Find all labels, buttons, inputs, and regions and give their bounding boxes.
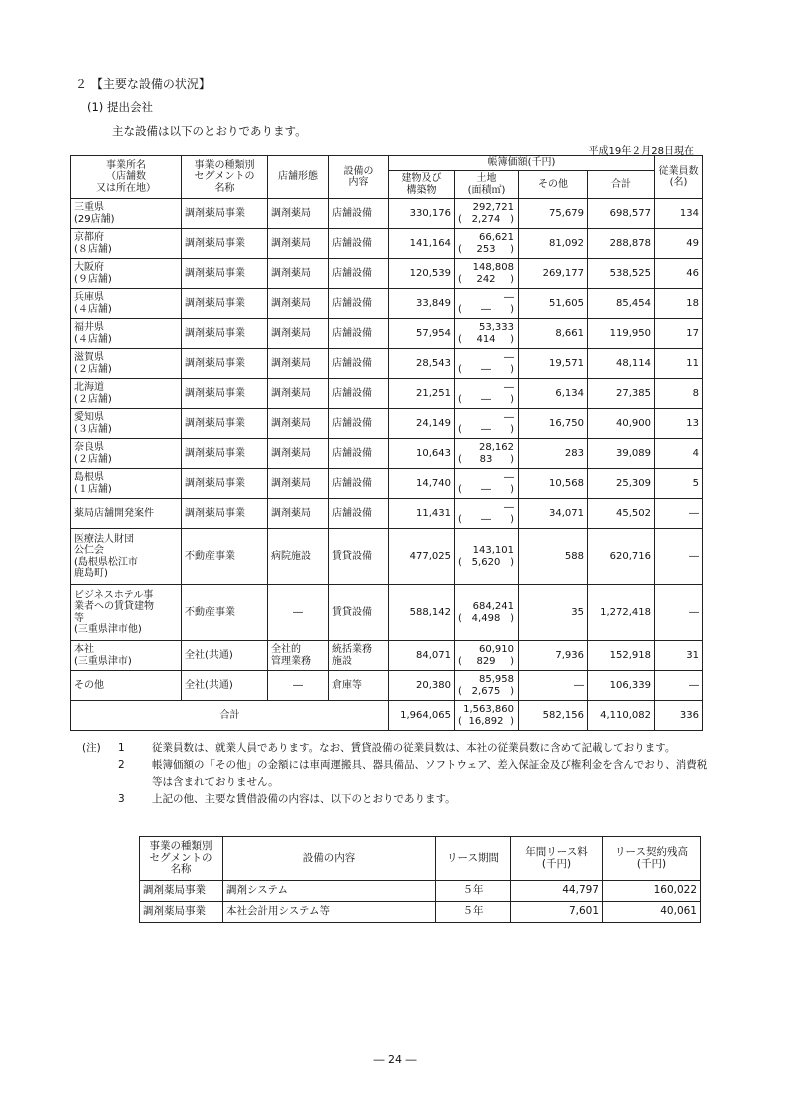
lease-balance: 160,022	[603, 881, 701, 902]
employee-count: 13	[655, 409, 703, 439]
lease-row	[140, 902, 701, 923]
other-value: 6,134	[519, 379, 588, 409]
other-value: 81,092	[519, 229, 588, 259]
land-value: 53,333	[479, 322, 514, 333]
segment-name: 全社(共通)	[182, 641, 268, 671]
land-value: ―	[504, 382, 514, 393]
section-heading: ２ 【主要な設備の状況】	[75, 77, 211, 91]
employee-count: ―	[655, 499, 703, 529]
header-buildings: 建物及び 構築物	[389, 171, 455, 199]
table-row	[71, 671, 703, 701]
employee-count: 17	[655, 319, 703, 349]
facility-content: 店舗設備	[329, 379, 389, 409]
total-label: 合計	[71, 701, 389, 731]
land-cell	[455, 439, 519, 469]
note-1	[82, 740, 712, 757]
facility-content: 店舗設備	[329, 409, 389, 439]
land-value: 684,241	[472, 601, 514, 612]
lease-table	[139, 836, 701, 923]
employee-count: ―	[655, 671, 703, 701]
buildings-value: 14,740	[389, 469, 455, 499]
facility-content: 倉庫等	[329, 671, 389, 701]
table-row	[71, 259, 703, 289]
lease-header-annual: 年間リース料 (千円)	[511, 837, 603, 881]
total-value: 45,502	[588, 499, 655, 529]
office-name: 薬局店舗開発案件	[71, 499, 182, 529]
total-sum: 4,110,082	[588, 701, 655, 731]
total-buildings: 1,964,065	[389, 701, 455, 731]
other-value: ―	[519, 671, 588, 701]
land-value: 85,958	[479, 674, 514, 685]
facility-content: 賃貸設備	[329, 585, 389, 641]
buildings-value: 141,164	[389, 229, 455, 259]
office-name: 大阪府 (９店舗)	[71, 259, 182, 289]
table-row	[71, 409, 703, 439]
facility-content: 賃貸設備	[329, 529, 389, 585]
store-type: 調剤薬局	[268, 379, 329, 409]
land-value: ―	[504, 472, 514, 483]
land-cell	[455, 529, 519, 585]
buildings-value: 20,380	[389, 671, 455, 701]
table-row	[71, 319, 703, 349]
other-value: 283	[519, 439, 588, 469]
note-number: 3	[118, 793, 125, 805]
header-office: 事業所名 （店舗数 又は所在地）	[71, 156, 182, 199]
total-value: 106,339	[588, 671, 655, 701]
total-value: 152,918	[588, 641, 655, 671]
segment-name: 調剤薬局事業	[182, 469, 268, 499]
other-value: 10,568	[519, 469, 588, 499]
office-name: 京都府 (８店舗)	[71, 229, 182, 259]
land-value: 28,162	[479, 442, 514, 453]
land-cell	[455, 379, 519, 409]
office-name: 奈良県 (２店舗)	[71, 439, 182, 469]
land-area: ( 2,675 )	[458, 685, 514, 697]
header-store-type: 店舗形態	[268, 156, 329, 199]
table-row	[71, 585, 703, 641]
buildings-value: 11,431	[389, 499, 455, 529]
lease-row	[140, 881, 701, 902]
buildings-value: 588,142	[389, 585, 455, 641]
total-land-cell	[455, 701, 519, 731]
other-value: 269,177	[519, 259, 588, 289]
store-type: 調剤薬局	[268, 289, 329, 319]
lease-segment: 調剤薬局事業	[140, 881, 223, 902]
total-value: 25,309	[588, 469, 655, 499]
buildings-value: 84,071	[389, 641, 455, 671]
office-name: 福井県 (４店舗)	[71, 319, 182, 349]
land-area: ( ― )	[458, 393, 514, 405]
land-cell	[455, 319, 519, 349]
facility-content: 店舗設備	[329, 319, 389, 349]
store-type: 調剤薬局	[268, 319, 329, 349]
total-value: 620,716	[588, 529, 655, 585]
employee-count: 8	[655, 379, 703, 409]
land-value: ―	[504, 292, 514, 303]
main-facilities-table	[70, 155, 703, 731]
facility-content: 店舗設備	[329, 289, 389, 319]
facility-content: 店舗設備	[329, 349, 389, 379]
header-book-value: 帳簿価額(千円)	[389, 156, 655, 171]
land-area: ( 253 )	[458, 243, 514, 255]
buildings-value: 33,849	[389, 289, 455, 319]
land-area: ( ― )	[458, 513, 514, 525]
land-area: ( 83 )	[458, 453, 514, 465]
segment-name: 不動産事業	[182, 529, 268, 585]
total-other: 582,156	[519, 701, 588, 731]
note-text: 上記の他、主要な賃借設備の内容は、以下のとおりであります。	[152, 793, 456, 805]
as-of-date: 平成19年２月28日現在	[588, 146, 694, 157]
other-value: 588	[519, 529, 588, 585]
lease-period: ５年	[436, 881, 511, 902]
total-land: 1,563,860	[463, 704, 514, 715]
land-cell	[455, 289, 519, 319]
store-type: 調剤薬局	[268, 199, 329, 229]
note-2	[82, 757, 712, 791]
employee-count: ―	[655, 585, 703, 641]
segment-name: 調剤薬局事業	[182, 409, 268, 439]
table-row	[71, 349, 703, 379]
lease-annual: 7,601	[511, 902, 603, 923]
land-cell	[455, 409, 519, 439]
header-total: 合計	[588, 171, 655, 199]
lease-header-segment: 事業の種類別 セグメントの 名称	[140, 837, 223, 881]
land-area: ( ― )	[458, 363, 514, 375]
facility-content: 店舗設備	[329, 229, 389, 259]
other-value: 35	[519, 585, 588, 641]
employee-count: 134	[655, 199, 703, 229]
buildings-value: 120,539	[389, 259, 455, 289]
header-facility: 設備の 内容	[329, 156, 389, 199]
office-name: その他	[71, 671, 182, 701]
total-value: 698,577	[588, 199, 655, 229]
header-employees: 従業員数 (名)	[655, 156, 703, 199]
land-area: ( 829 )	[458, 655, 514, 667]
store-type: 調剤薬局	[268, 469, 329, 499]
land-cell	[455, 585, 519, 641]
land-cell	[455, 671, 519, 701]
note-number: 1	[118, 742, 125, 754]
land-area: ( 414 )	[458, 333, 514, 345]
total-value: 40,900	[588, 409, 655, 439]
buildings-value: 477,025	[389, 529, 455, 585]
total-value: 39,089	[588, 439, 655, 469]
other-value: 34,071	[519, 499, 588, 529]
segment-name: 調剤薬局事業	[182, 439, 268, 469]
notes	[82, 740, 712, 808]
land-area: ( 2,274 )	[458, 213, 514, 225]
segment-name: 不動産事業	[182, 585, 268, 641]
segment-name: 調剤薬局事業	[182, 499, 268, 529]
other-value: 7,936	[519, 641, 588, 671]
employee-count: 11	[655, 349, 703, 379]
lease-content: 本社会計用システム等	[223, 902, 436, 923]
buildings-value: 10,643	[389, 439, 455, 469]
land-cell	[455, 349, 519, 379]
total-value: 48,114	[588, 349, 655, 379]
segment-name: 調剤薬局事業	[182, 229, 268, 259]
office-name: 兵庫県 (４店舗)	[71, 289, 182, 319]
lease-header-period: リース期間	[436, 837, 511, 881]
store-type: ―	[268, 585, 329, 641]
land-area: ( ― )	[458, 303, 514, 315]
employee-count: 49	[655, 229, 703, 259]
land-value: 143,101	[472, 545, 514, 556]
buildings-value: 21,251	[389, 379, 455, 409]
land-value: ―	[504, 352, 514, 363]
segment-name: 調剤薬局事業	[182, 259, 268, 289]
other-value: 51,605	[519, 289, 588, 319]
land-cell	[455, 469, 519, 499]
buildings-value: 330,176	[389, 199, 455, 229]
office-name: 北海道 (２店舗)	[71, 379, 182, 409]
total-employees: 336	[655, 701, 703, 731]
segment-name: 調剤薬局事業	[182, 289, 268, 319]
employee-count: 46	[655, 259, 703, 289]
employee-count: 5	[655, 469, 703, 499]
table-row	[71, 529, 703, 585]
table-row	[71, 641, 703, 671]
table-row	[71, 289, 703, 319]
facility-content: 店舗設備	[329, 439, 389, 469]
office-name: 三重県 (29店舗)	[71, 199, 182, 229]
total-value: 119,950	[588, 319, 655, 349]
facility-content: 統括業務 施設	[329, 641, 389, 671]
lease-balance: 40,061	[603, 902, 701, 923]
land-value: ―	[504, 412, 514, 423]
land-area: ( ― )	[458, 483, 514, 495]
facility-content: 店舗設備	[329, 499, 389, 529]
office-name: 愛知県 (３店舗)	[71, 409, 182, 439]
land-value: 60,910	[479, 644, 514, 655]
header-land: 土地 (面積㎡)	[455, 171, 519, 199]
store-type: 全社的 管理業務	[268, 641, 329, 671]
land-value: 292,721	[472, 202, 514, 213]
other-value: 8,661	[519, 319, 588, 349]
total-area: ( 16,892 )	[458, 715, 514, 727]
office-name: 医療法人財団 公仁会 (島根県松江市 鹿島町)	[71, 529, 182, 585]
store-type: 調剤薬局	[268, 229, 329, 259]
land-value: 66,621	[479, 232, 514, 243]
total-value: 85,454	[588, 289, 655, 319]
total-value: 1,272,418	[588, 585, 655, 641]
segment-name: 調剤薬局事業	[182, 199, 268, 229]
lease-header-content: 設備の内容	[223, 837, 436, 881]
table-row	[71, 229, 703, 259]
employee-count: 4	[655, 439, 703, 469]
land-area: ( 5,620 )	[458, 556, 514, 568]
office-name: 滋賀県 (２店舗)	[71, 349, 182, 379]
lease-header-balance: リース契約残高 (千円)	[603, 837, 701, 881]
table-row	[71, 379, 703, 409]
segment-name: 全社(共通)	[182, 671, 268, 701]
facility-content: 店舗設備	[329, 469, 389, 499]
note-number: 2	[118, 759, 125, 771]
page-number: ― 24 ―	[373, 1053, 417, 1066]
facility-content: 店舗設備	[329, 199, 389, 229]
segment-name: 調剤薬局事業	[182, 349, 268, 379]
lease-content: 調剤システム	[223, 881, 436, 902]
land-cell	[455, 499, 519, 529]
store-type: 病院施設	[268, 529, 329, 585]
land-value: 148,808	[472, 262, 514, 273]
employee-count: 18	[655, 289, 703, 319]
land-cell	[455, 229, 519, 259]
store-type: ―	[268, 671, 329, 701]
other-value: 75,679	[519, 199, 588, 229]
total-value: 538,525	[588, 259, 655, 289]
land-area: ( 4,498 )	[458, 612, 514, 624]
notes-tag: (注)	[82, 742, 101, 754]
total-row	[71, 701, 703, 731]
store-type: 調剤薬局	[268, 349, 329, 379]
office-name: ビジネスホテル事 業者への賃貸建物 等 (三重県津市他)	[71, 585, 182, 641]
employee-count: ―	[655, 529, 703, 585]
lease-period: ５年	[436, 902, 511, 923]
note-text: 帳簿価額の「その他」の金額には車両運搬具、器具備品、ソフトウェア、差入保証金及び権利金を含んでおり、消費税等は含まれておりません。	[152, 759, 708, 788]
store-type: 調剤薬局	[268, 499, 329, 529]
land-area: ( 242 )	[458, 273, 514, 285]
intro-text: 主な設備は以下のとおりであります。	[112, 124, 307, 138]
facility-content: 店舗設備	[329, 259, 389, 289]
table-row	[71, 439, 703, 469]
segment-name: 調剤薬局事業	[182, 379, 268, 409]
buildings-value: 28,543	[389, 349, 455, 379]
subsection-heading: (1) 提出会社	[87, 100, 153, 114]
store-type: 調剤薬局	[268, 259, 329, 289]
table-row	[71, 199, 703, 229]
buildings-value: 57,954	[389, 319, 455, 349]
land-cell	[455, 641, 519, 671]
header-segment: 事業の種類別 セグメントの 名称	[182, 156, 268, 199]
office-name: 島根県 (１店舗)	[71, 469, 182, 499]
header-other: その他	[519, 171, 588, 199]
segment-name: 調剤薬局事業	[182, 319, 268, 349]
store-type: 調剤薬局	[268, 409, 329, 439]
table-row	[71, 499, 703, 529]
note-3	[82, 791, 712, 808]
land-cell	[455, 199, 519, 229]
store-type: 調剤薬局	[268, 439, 329, 469]
total-value: 27,385	[588, 379, 655, 409]
land-area: ( ― )	[458, 423, 514, 435]
lease-annual: 44,797	[511, 881, 603, 902]
note-text: 従業員数は、就業人員であります。なお、賃貸設備の従業員数は、本社の従業員数に含めて記載しております。	[152, 742, 676, 754]
lease-segment: 調剤薬局事業	[140, 902, 223, 923]
buildings-value: 24,149	[389, 409, 455, 439]
employee-count: 31	[655, 641, 703, 671]
other-value: 16,750	[519, 409, 588, 439]
office-name: 本社 (三重県津市)	[71, 641, 182, 671]
land-cell	[455, 259, 519, 289]
land-value: ―	[504, 502, 514, 513]
total-value: 288,878	[588, 229, 655, 259]
table-row	[71, 469, 703, 499]
other-value: 19,571	[519, 349, 588, 379]
